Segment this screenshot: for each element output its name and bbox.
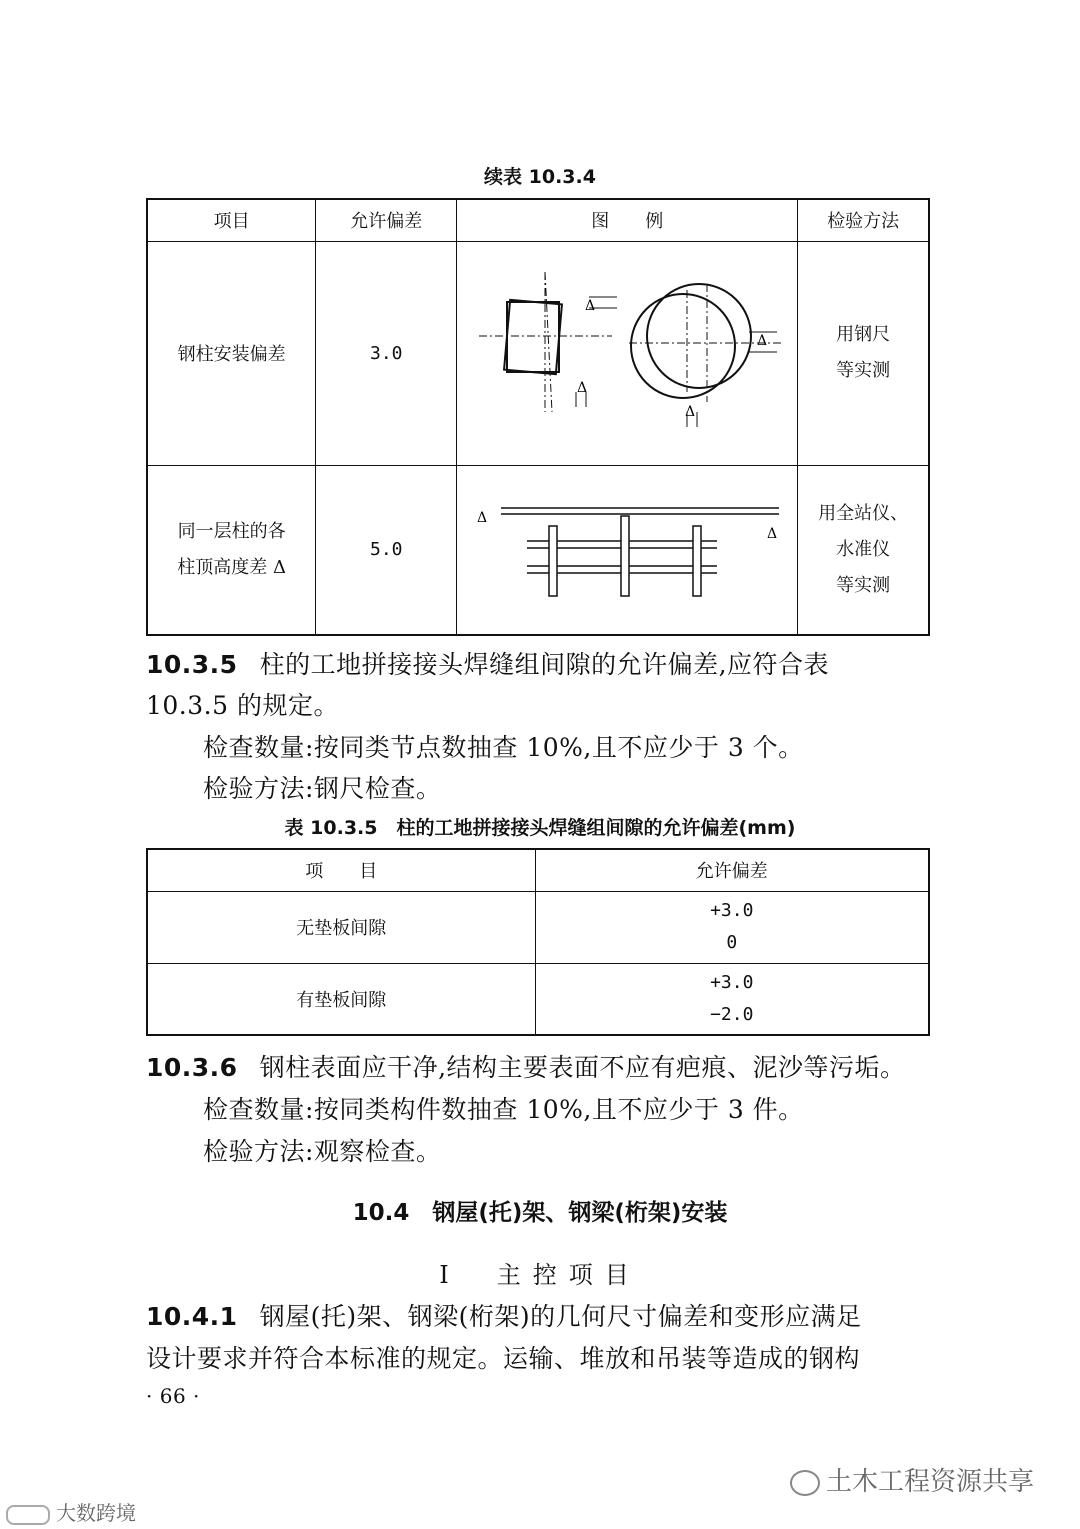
- delta-label: Δ: [585, 297, 596, 314]
- clause-text-cont: 10.3.5 的规定。: [146, 691, 339, 720]
- logo-icon: [6, 1505, 50, 1525]
- clause-text: 钢柱表面应干净,结构主要表面不应有疤痕、泥沙等污垢。: [259, 1053, 906, 1082]
- tolerance-upper: +3.0: [710, 971, 754, 993]
- check-method: 检验方法:观察检查。: [203, 1137, 442, 1166]
- tolerance-lower: 0: [726, 932, 738, 953]
- header-tolerance: 允许偏差: [535, 849, 929, 891]
- delta-label: Δ: [757, 332, 768, 349]
- method-line: 用全站仪、: [818, 502, 909, 524]
- item-line: 柱顶高度差 Δ: [177, 556, 286, 578]
- clause-10-4-1: [146, 1297, 862, 1333]
- row-item: 有垫板间隙: [147, 963, 535, 1035]
- row-method: [798, 465, 929, 635]
- table-header-row: [147, 199, 929, 241]
- watermark-right: [790, 1461, 1034, 1498]
- table-header-row: [147, 849, 929, 891]
- column-height-figure: [457, 465, 798, 635]
- section-number: 10.4: [352, 1200, 410, 1226]
- item-line: 同一层柱的各: [177, 520, 286, 542]
- clause-text: 柱的工地拼接接头焊缝组间隙的允许偏差,应符合表: [259, 650, 830, 679]
- clause-number: 10.3.6: [146, 1053, 238, 1082]
- delta-label: Δ: [767, 525, 778, 542]
- weld-gap-table: [146, 848, 930, 1036]
- section-title: 钢屋(托)架、钢梁(桁架)安装: [432, 1200, 728, 1226]
- delta-label: Δ: [577, 379, 588, 396]
- clause-text-cont: 设计要求并符合本标准的规定。运输、堆放和吊装等造成的钢构: [146, 1344, 861, 1373]
- method-line: 水准仪: [836, 538, 891, 560]
- deviation-table-continued: [146, 198, 930, 636]
- table-row: [147, 241, 929, 465]
- clause-10-3-6: [146, 1048, 906, 1084]
- row-tolerance: 3.0: [316, 241, 457, 465]
- header-illustration: 图 例: [457, 199, 798, 241]
- table-row: [147, 963, 929, 1035]
- clause-10-3-5: [146, 645, 829, 681]
- table-caption: 表 10.3.5 柱的工地拼接接头焊缝组间隙的允许偏差(mm): [284, 817, 796, 839]
- check-quantity: 检查数量:按同类节点数抽查 10%,且不应少于 3 个。: [203, 733, 804, 762]
- row-tolerance: 5.0: [316, 465, 457, 635]
- delta-label: Δ: [477, 509, 488, 526]
- row-item: 无垫板间隙: [147, 891, 535, 963]
- column-section-square-rotated: [504, 299, 562, 373]
- subsection-heading: Ⅰ 主控项目: [439, 1261, 641, 1289]
- row-tolerance: [535, 963, 929, 1035]
- column-right: [693, 526, 701, 596]
- row-item: [147, 465, 316, 635]
- page-number: · 66 ·: [146, 1384, 200, 1408]
- column-section-square: [507, 302, 559, 372]
- column-deviation-figure: [457, 241, 798, 465]
- row-tolerance: [535, 891, 929, 963]
- column-circle: [631, 294, 735, 398]
- tolerance-upper: +3.0: [710, 900, 754, 921]
- header-tolerance: 允许偏差: [316, 199, 457, 241]
- watermark-left: [6, 1497, 136, 1526]
- table-row: [147, 891, 929, 963]
- clause-number: 10.4.1: [146, 1302, 238, 1331]
- check-quantity: 检查数量:按同类构件数抽查 10%,且不应少于 3 件。: [203, 1095, 804, 1124]
- table-caption: 续表 10.3.4: [484, 166, 596, 188]
- column-left: [549, 526, 557, 596]
- clause-text: 钢屋(托)架、钢梁(桁架)的几何尺寸偏差和变形应满足: [259, 1302, 862, 1331]
- clause-number: 10.3.5: [146, 650, 238, 679]
- section-heading: [0, 1194, 1080, 1227]
- watermark-text: 土木工程资源共享: [826, 1467, 1035, 1497]
- row-method: [798, 241, 929, 465]
- row-item: 钢柱安装偏差: [147, 241, 316, 465]
- header-item: 项 目: [147, 849, 535, 891]
- method-line: 用钢尺: [836, 324, 891, 345]
- delta-label: Δ: [685, 403, 696, 420]
- header-item: 项目: [147, 199, 316, 241]
- wechat-icon: [790, 1470, 820, 1496]
- check-method: 检验方法:钢尺检查。: [203, 774, 442, 803]
- table-row: [147, 465, 929, 635]
- watermark-text: 大数跨境: [56, 1501, 136, 1525]
- header-method: 检验方法: [798, 199, 929, 241]
- method-line: 等实测: [836, 360, 891, 381]
- column-circle-shifted: [647, 284, 751, 388]
- column-middle: [621, 516, 629, 596]
- tolerance-lower: −2.0: [710, 1003, 754, 1025]
- method-line: 等实测: [836, 574, 891, 596]
